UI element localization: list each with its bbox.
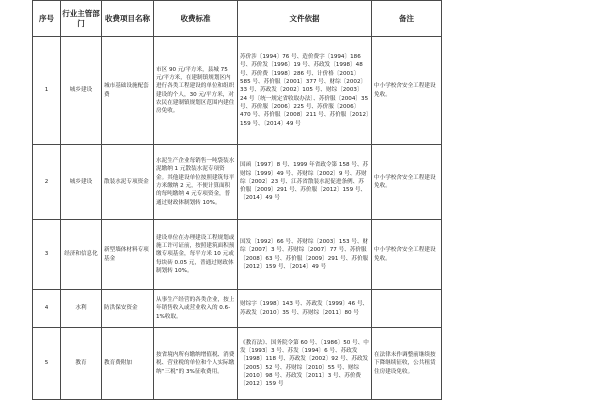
dept-cell: 教育 xyxy=(61,328,102,400)
seq-cell: 5 xyxy=(33,328,61,400)
item-cell: 城市基础设施配套费 xyxy=(102,37,154,145)
table-row xyxy=(33,37,568,145)
table-header-row xyxy=(33,1,568,37)
basis-cell: 《教育法》、国务院令第 60 号、〔1986〕50 号、中发〔1993〕3 号、苏发〔1994〕6 号、苏政发〔1998〕118 号、苏政发〔2002〕92 号、苏政发〔2005〕52 号、苏财综〔2010〕55 号、财综〔2010〕98 号、苏政发〔2011〕3 号、苏价费〔2012〕159 号 xyxy=(238,328,372,400)
remark-cell: 在法律未作调整前继续按下降继续征收，公共租赁住房建设免收。 xyxy=(372,328,442,400)
header-item: 收费项目名称 xyxy=(102,1,154,37)
dept-cell: 水利 xyxy=(61,290,102,328)
seq-cell: 2 xyxy=(33,145,61,220)
table-row xyxy=(33,220,568,290)
fee-table xyxy=(32,0,568,400)
dept-cell: 城乡建设 xyxy=(61,145,102,220)
standard-cell: 水泥生产企业每销售一吨袋装水泥缴纳 1 元散装水泥专项资金。其他建设单位按照建筑每平方米缴纳 2 元，不便计算面积的每吨缴纳 4 元专项资金，普通过财政体制划转 10%。 xyxy=(154,145,238,220)
standard-cell: 从事生产经营的各类企业，按上年销售收入或营业收入的 0.6-1%收取。 xyxy=(154,290,238,328)
remark-cell xyxy=(372,290,442,328)
seq-cell: 3 xyxy=(33,220,61,290)
header-standard: 收费标准 xyxy=(154,1,238,37)
dept-cell: 经济和信息化 xyxy=(61,220,102,290)
header-seq: 序号 xyxy=(33,1,61,37)
header-remark: 备注 xyxy=(372,1,442,37)
basis-cell: 国函〔1997〕8 号、1999 年省政令第 158 号、苏财综〔1999〕49 号、苏财综〔2002〕9 号、苏财综〔2002〕23 号、江苏省散装水泥促进条例、苏价服〔2009〕291 号、苏价服〔2012〕159 号、〔2014〕49 号 xyxy=(238,145,372,220)
item-cell: 防洪保安资金 xyxy=(102,290,154,328)
header-basis: 文件依据 xyxy=(238,1,372,37)
item-cell: 散装水泥专项资金 xyxy=(102,145,154,220)
table-row xyxy=(33,145,568,220)
standard-cell: 按省境内所有缴纳增值税、消费税、营业税的单位和个人实际缴纳“三税”的 3%征收费用。 xyxy=(154,328,238,400)
header-dept: 行业主管部门 xyxy=(61,1,102,37)
basis-cell: 国发〔1992〕66 号、苏财综〔2003〕153 号、财综〔2007〕3 号、苏财综〔2007〕77 号、苏价服〔2008〕63 号、苏价服〔2009〕291 号、苏价服〔2012〕159 号、〔2014〕49 号 xyxy=(238,220,372,290)
table-row xyxy=(33,290,568,328)
table-row xyxy=(33,328,568,400)
basis-cell: 苏价涉〔1994〕76 号、造价费字〔1994〕186 号、苏价发〔1996〕19 号、苏政发〔1998〕48 号、苏价费〔1998〕286 号、计价格〔2001〕585 号、苏价服〔2001〕377 号、财综〔2002〕33 号、苏政发〔2002〕105 号、财综〔2003〕24 号〔统一规定省收取办法〕、苏价服〔2004〕35 号、苏价服〔2006〕225 号、苏价服〔2006〕470 号、苏价服〔2008〕211 号、苏价服〔2012〕159 号、〔2014〕49 号 xyxy=(238,37,372,145)
standard-cell: 建设单位在办理建设工程规划或施工许可证前，按照建筑面积预缴专项基金，每平方米 10 元或每块砖 0.05 元，普通过财政体制划转 10%。 xyxy=(154,220,238,290)
item-cell: 教育费附加 xyxy=(102,328,154,400)
standard-cell: 市区 90 元/平方米，县城 75 元/平方米，在建制镇规划区内进行各类工程建设的单位和组织建设的个人，30 元/平方米，对农民在建制镇规划区范围内建住房免收。 xyxy=(154,37,238,145)
remark-cell: 中小学校舍安全工程建设免收。 xyxy=(372,220,442,290)
item-cell: 新型墙体材料专项基金 xyxy=(102,220,154,290)
seq-cell: 4 xyxy=(33,290,61,328)
basis-cell: 财综字〔1998〕143 号、苏政发〔1999〕46 号、苏政发〔2010〕35 号、苏财综〔2011〕80 号 xyxy=(238,290,372,328)
dept-cell: 城乡建设 xyxy=(61,37,102,145)
remark-cell: 中小学校舍安全工程建设免收。 xyxy=(372,37,442,145)
remark-cell: 中小学校舍安全工程建设免收。 xyxy=(372,145,442,220)
seq-cell: 1 xyxy=(33,37,61,145)
